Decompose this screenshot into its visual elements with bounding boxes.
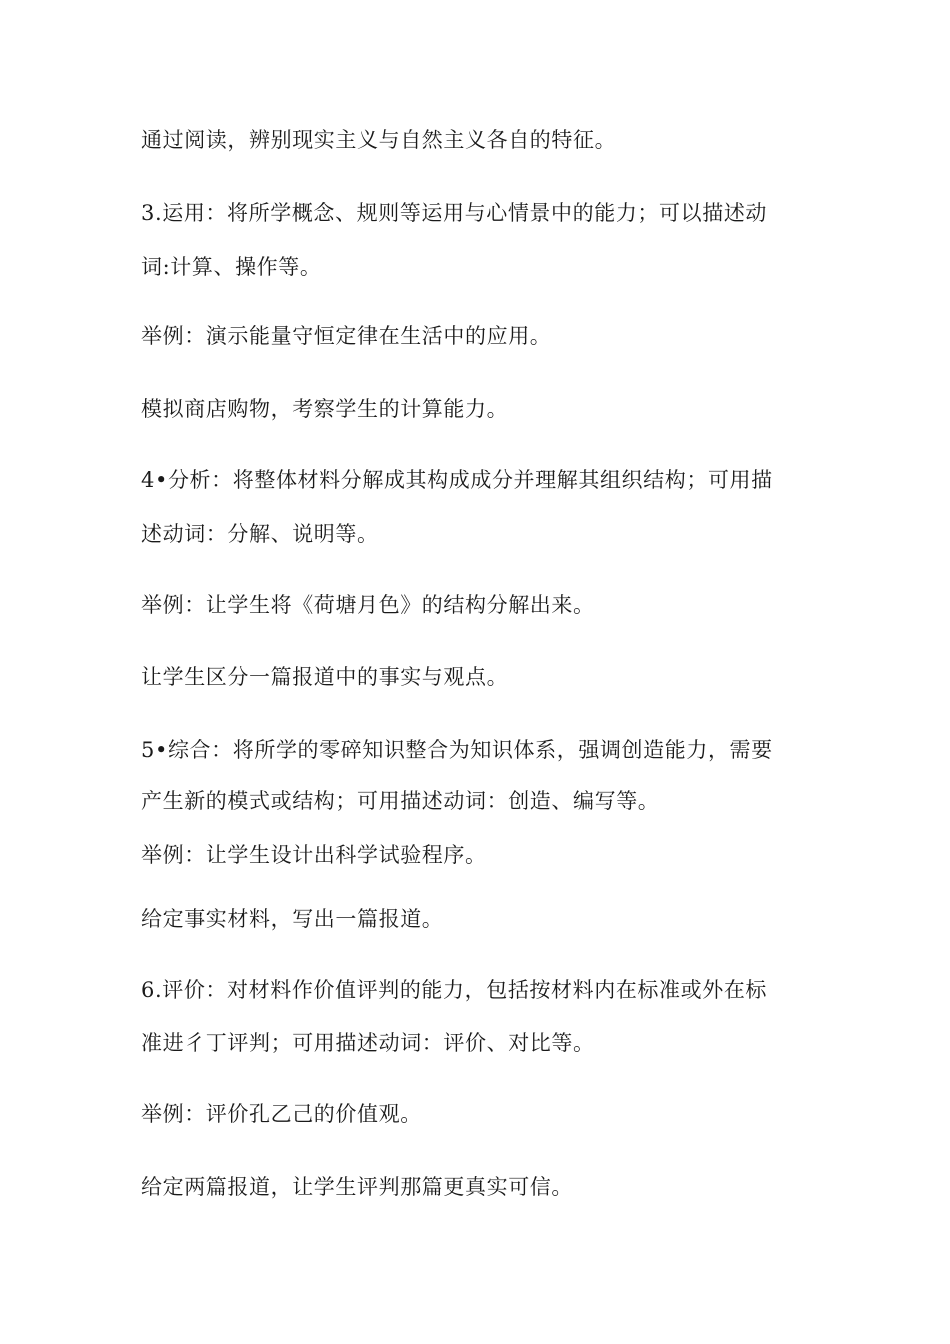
text-line: 词:计算、操作等。 <box>141 255 322 279</box>
text-line: 产生新的模式或结构；可用描述动词：创造、编写等。 <box>141 789 660 813</box>
text-line: 举例：评价孔乙己的价值观。 <box>141 1102 422 1126</box>
text-line: 举例：让学生设计出科学试验程序。 <box>141 843 487 867</box>
text-line: 准进彳丁评判；可用描述动词：评价、对比等。 <box>141 1031 595 1055</box>
text-line: 述动词：分解、说明等。 <box>141 522 379 546</box>
text-line: 6.评价：对材料作价值评判的能力，包括按材料内在标准或外在标 <box>141 978 768 1002</box>
text-line: 举例：让学生将《荷塘月色》的结构分解出来。 <box>141 593 595 617</box>
text-line: 模拟商店购物，考察学生的计算能力。 <box>141 397 509 421</box>
text-line: 4•分析：将整体材料分解成其构成成分并理解其组织结构；可用描 <box>141 468 773 492</box>
text-line: 5•综合：将所学的零碎知识整合为知识体系，强调创造能力，需要 <box>141 738 773 762</box>
text-line: 给定两篇报道，让学生评判那篇更真实可信。 <box>141 1175 573 1199</box>
text-line: 通过阅读，辨别现实主义与自然主义各自的特征。 <box>141 128 617 152</box>
text-line: 让学生区分一篇报道中的事实与观点。 <box>141 665 509 689</box>
text-line: 举例：演示能量守恒定律在生活中的应用。 <box>141 324 552 348</box>
text-line: 3.运用：将所学概念、规则等运用与心情景中的能力；可以描述动 <box>141 201 768 225</box>
text-line: 给定事实材料，写出一篇报道。 <box>141 907 444 931</box>
